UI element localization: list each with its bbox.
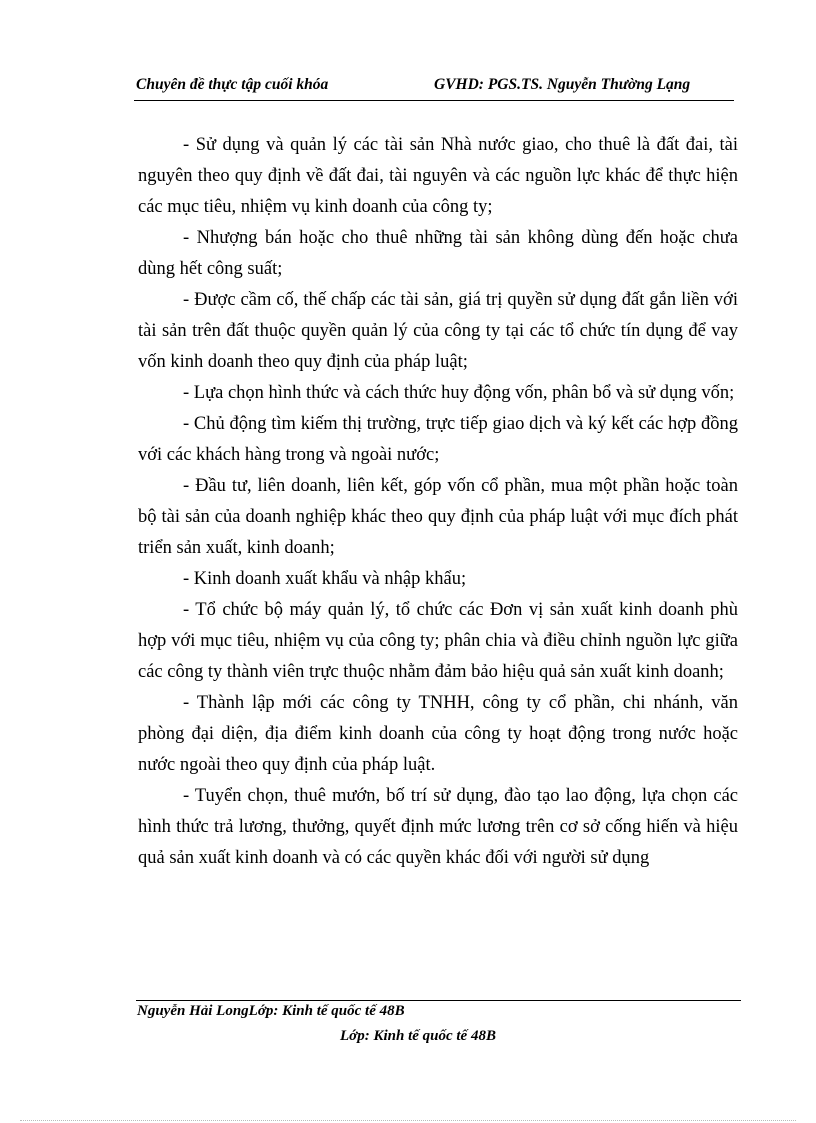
paragraph: - Được cầm cố, thế chấp các tài sản, giá trị quyền sử dụng đất gắn liền với tài sản trên đất thuộc quyền quản lý của công ty tại các tổ chức tín dụng để vay vốn kinh doanh theo quy định của pháp luật;	[138, 290, 738, 372]
paragraph: - Tuyển chọn, thuê mướn, bố trí sử dụng, đào tạo lao động, lựa chọn các hình thức trả lương, thưởng, quyết định mức lương trên cơ sở cống hiến và hiệu quả sản xuất kinh doanh và có các quyền khác đối với người sử dụng	[138, 786, 738, 868]
footer-class: Lớp: Kinh tế quốc tế 48B	[340, 1028, 496, 1044]
paragraph: - Nhượng bán hoặc cho thuê những tài sản không dùng đến hoặc chưa dùng hết công suất;	[138, 228, 738, 279]
paragraph: - Đầu tư, liên doanh, liên kết, góp vốn cổ phần, mua một phần hoặc toàn bộ tài sản của doanh nghiệp khác theo quy định của pháp luật với mục đích phát triển sản xuất, kinh doanh;	[138, 476, 738, 558]
header-supervisor: GVHD: PGS.TS. Nguyễn Thường Lạng	[434, 76, 691, 93]
body-text	[138, 130, 738, 874]
paragraph: - Chủ động tìm kiếm thị trường, trực tiếp giao dịch và ký kết các hợp đồng với các khách hàng trong và ngoài nước;	[138, 414, 738, 465]
footer-divider	[136, 1000, 741, 1001]
page-bottom-border	[20, 1120, 796, 1121]
page-header	[134, 74, 734, 101]
paragraph: - Sử dụng và quản lý các tài sản Nhà nước giao, cho thuê là đất đai, tài nguyên theo quy định về đất đai, tài nguyên và các nguồn lực khác để thực hiện các mục tiêu, nhiệm vụ kinh doanh của công ty;	[138, 135, 738, 217]
paragraph: - Lựa chọn hình thức và cách thức huy động vốn, phân bổ và sử dụng vốn;	[183, 383, 735, 403]
paragraph: - Tổ chức bộ máy quản lý, tổ chức các Đơn vị sản xuất kinh doanh phù hợp với mục tiêu, nhiệm vụ của công ty; phân chia và điều chỉnh nguồn lực giữa các công ty thành viên trực thuộc nhằm đảm bảo hiệu quả sản xuất kinh doanh;	[138, 600, 738, 682]
paragraph: - Kinh doanh xuất khẩu và nhập khẩu;	[183, 569, 467, 589]
footer-author: Nguyễn Hải LongLớp: Kinh tế quốc tế 48B	[137, 1003, 405, 1019]
header-course-title: Chuyên đề thực tập cuối khóa	[136, 76, 329, 93]
paragraph: - Thành lập mới các công ty TNHH, công ty cổ phần, chi nhánh, văn phòng đại diện, địa điểm kinh doanh của công ty hoạt động trong nước hoặc nước ngoài theo quy định của pháp luật.	[138, 693, 738, 775]
